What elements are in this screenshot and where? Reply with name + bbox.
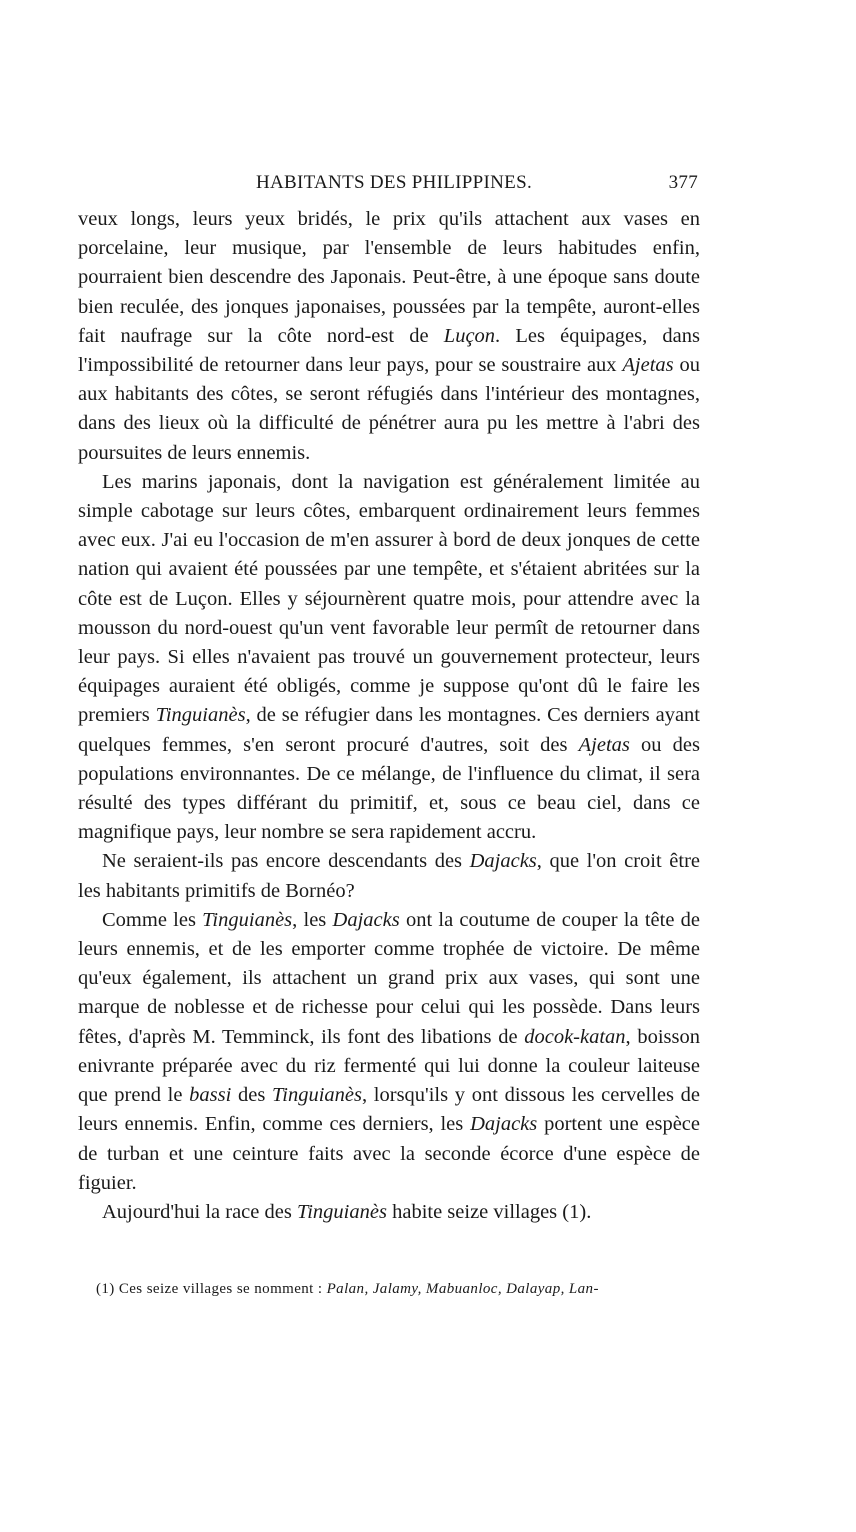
body-text bbox=[78, 205, 700, 1227]
text-run: Les marins japonais, dont la navigation est généralement limitée au simple cabotage sur leurs côtes, embarquent ordinairement leurs femmes avec eux. J'ai eu l'occasion de m'en assurer à bord de deux jonques de cette nation qui avaient été poussées par une tempête, et s'étaient abritées sur la côte est de Luçon. Elles y séjournèrent quatre mois, pour attendre avec la mousson du nord-ouest qu'un vent favorable leur permît de retourner dans leur pays. Si elles n'avaient pas trouvé un gouvernement protecteur, leurs équipages auraient été obligés, comme je suppose qu'ont dû le faire les premiers bbox=[78, 470, 700, 727]
text-run: (1) Ces seize villages se nomment : bbox=[96, 1281, 327, 1297]
text-run: habite seize villages (1). bbox=[386, 1200, 592, 1223]
text-run: ou des populations environnantes. De ce mélange, de l'influence du climat, il sera résulté des types différant du primitif, et, sous ce beau ciel, dans ce magnifique pays, leur nombre se sera rapidement accru. bbox=[78, 733, 701, 844]
text-run: , de se réfugier dans les montagnes. Ces derniers ayant quelques femmes, s'en seront procuré d'autres, soit des bbox=[78, 704, 700, 756]
italic-term: Tinguianès bbox=[202, 908, 293, 931]
italic-term: Tinguianès bbox=[296, 1200, 387, 1223]
italic-term: Dajacks bbox=[332, 908, 400, 931]
italic-term: Tinguianès bbox=[155, 704, 246, 727]
running-title: HABITANTS DES PHILIPPINES. bbox=[256, 172, 532, 193]
running-header bbox=[78, 172, 698, 198]
italic-term: Tinguianès bbox=[271, 1084, 362, 1107]
text-run: des bbox=[231, 1084, 272, 1107]
text-run: ou aux habitants des côtes, se seront réfugiés dans l'intérieur des montagnes, dans des lieux où la difficulté de pénétrer aura pu les mettre à l'abri des poursuites de leurs ennemis. bbox=[78, 354, 701, 464]
italic-term: Dajacks bbox=[470, 1113, 538, 1136]
page-number: 377 bbox=[668, 172, 698, 193]
text-run: , les bbox=[292, 908, 333, 931]
text-run: , lorsqu'ils y ont dissous les cervelles de leurs ennemis. Enfin, comme ces derniers, les bbox=[78, 1084, 700, 1136]
text-run: . Les équipages, dans l'impossibilité de retourner dans leur pays, pour se soustraire aux bbox=[78, 324, 700, 377]
text-run: ont la coutume de couper la tête de leurs ennemis, et de les emporter comme trophée de victoire. De même qu'eux également, ils attachent un grand prix aux vases, qui sont une marque de noblesse et de richesse pour celui qui les possède. Dans leurs fêtes, d'après M. Temminck, ils font des libations de bbox=[78, 908, 701, 1048]
paragraph bbox=[78, 1198, 700, 1227]
italic-term: Dajacks bbox=[469, 850, 537, 873]
text-run: Ne seraient-ils pas encore descendants des bbox=[102, 850, 470, 873]
paragraph bbox=[78, 205, 700, 468]
italic-term: Palan, Jalamy, Mabuanloc, Dalayap, Lan- bbox=[326, 1281, 599, 1297]
text-run: Aujourd'hui la race des bbox=[102, 1200, 297, 1223]
text-run: veux longs, leurs yeux bridés, le prix qu'ils attachent aux vases en porcelaine, leur musique, par l'ensemble de leurs habitudes enfin, pourraient bien descendre des Japonais. Peut-être, à une époque sans doute bien reculée, des jonques japonaises, poussées par la tempête, auront-elles fait naufrage sur la côte nord-est de bbox=[78, 208, 700, 347]
italic-term: Luçon bbox=[443, 324, 496, 347]
italic-term: Ajetas bbox=[622, 354, 674, 377]
text-run: , boisson enivrante préparée avec du riz fermenté qui lui donne la couleur laiteuse que prend le bbox=[78, 1025, 700, 1107]
italic-term: bassi bbox=[189, 1084, 232, 1107]
paragraph bbox=[78, 847, 700, 905]
italic-term: Ajetas bbox=[578, 733, 630, 756]
text-run: portent une espèce de turban et une ceinture faits avec la seconde écorce d'une espèce de figuier. bbox=[78, 1113, 700, 1194]
text-run: Comme les bbox=[102, 908, 203, 931]
paragraph bbox=[78, 468, 700, 848]
text-run: , que l'on croit être les habitants primitifs de Bornéo? bbox=[78, 850, 700, 902]
paragraph bbox=[78, 906, 700, 1198]
footnote bbox=[96, 1279, 700, 1299]
italic-term: docok-katan bbox=[524, 1025, 626, 1048]
